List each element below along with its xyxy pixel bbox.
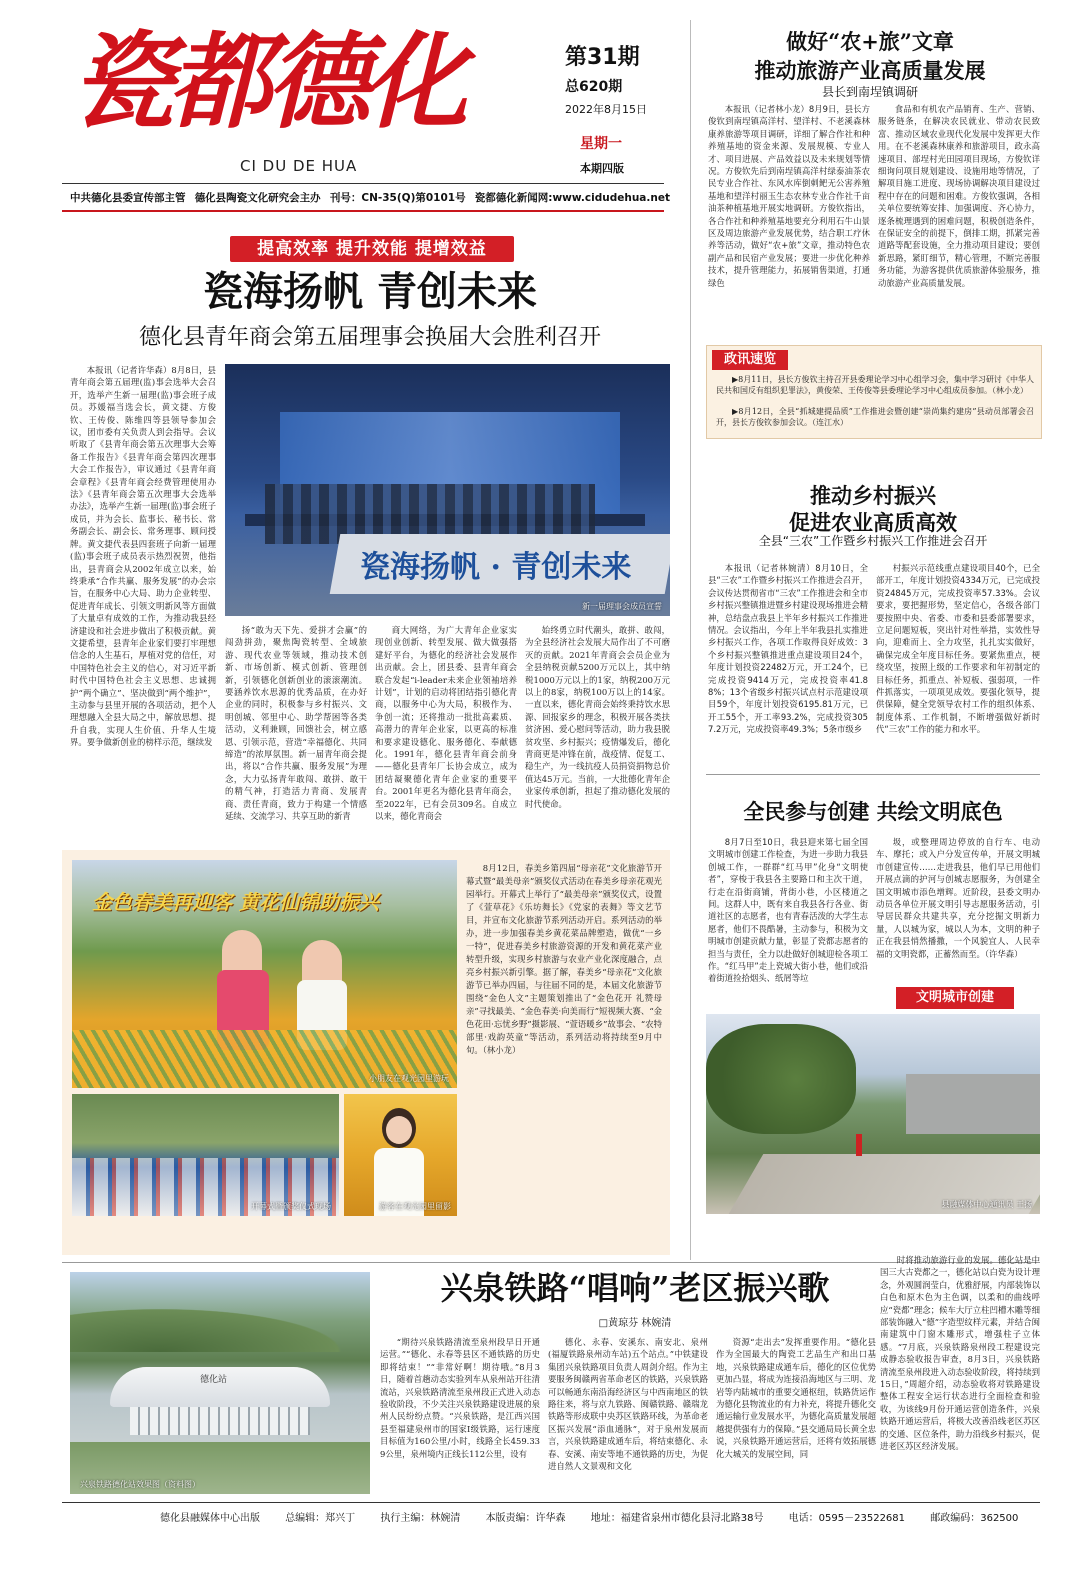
info-bar [70,190,670,205]
civic-photo [706,1014,1040,1214]
station-sign: 德化站 [200,1375,228,1385]
civic-column-2: 圾，或整理周边停放的自行车、电动车、摩托；或入户分发宣传单，开展文明城市创建宣传……走进我县，他们早已用他们开展点滴的护河与创城志愿服务，为创建全国文明城市添色增辉。近阶段，县委文明办动员各单位开展文明引导志愿服务活动，引导居民群众共建共享，充分挖掘文明新力量，人以城为家，城以人为本，文明的种子正在我县悄然播撒，一个风貌宜人、人民幸福的文明瓷都，正蓄然而至。（许华森） [876,837,1040,959]
footer [160,1509,1040,1524]
civic-photo-caption: 县融媒体中心通讯员 王扬 [941,1200,1032,1209]
tourism-title-2: 推动旅游产业高质量发展 [754,58,986,83]
rural-title-2: 促进农业高质高效 [789,510,957,535]
lead-column-1: 本报讯（记者许华森）8月8日，县青年商会第五届理(监)事会选举大会召开，选举产生新一届理(监)事会班子成员。苏媛福当选会长，黄文捷、方俊钦、王传俊、陈维四等县领导参加会议，团市委有关负责人到会指导。会议听取了《县青年商会第五次理事大会筹备工作报告》《县青年商会第四次理事大会工作报告》，审议通过《县青年商会章程》《县青年商会经费管理使用办法》《县青年商会第五次理事大会选举办法》，选举产生新一届理(监)事会班子成员，并为会长、监事长、秘书长、常务副会长、副会长、常务理事、顾问授牌。黄文捷代表县四套班子向新一届理(监)事会班子成员表示热烈祝贺，他指出，县青商会从2002年成立以来，始终秉承“合作共赢、服务发展”的办会宗旨，在服务中心大局、助力企业转型、促进青年成长、引领文明新风等方面做了大量卓有成效的工作，为推动我县经济建设和社会进步做出了积极贡献。黄文捷希望，县青年企业家们要打牢理想信念的人生基石，厚植对党的信任，对中国特色社会主义的信心，对习近平新时代中国特色社会主义思想、忠诚拥护“两个确立”、坚决做到“两个维护”，主动参与县里开展的各项活动，把个人理想融入全县大局之中，解放思想、提升自我，实现人生价值、升华人生境界。要争做新创业的榜样示范，继续发 [70,365,216,748]
railway-column-3: 资源“走出去”发挥重要作用。“德化县作为全国最大的陶瓷工艺品生产和出口基地，兴泉铁路建成通车后，德化的区位优势更加凸显，将成为连接沿海地区与三明、龙岩等内陆城市的重要交通枢纽，铁路货运作为德化县物流业的有力补充，将提升德化交通运输行业发展水平，为德化高质量发展超越提供强有力的保障。”县交通局局长黄全忠说，兴泉铁路开通运营后，还将有效拓展德化大城关的发展空间，同 [716,1337,876,1459]
tourism-title-1: 做好“农+旅”文章 [786,29,954,54]
railway-byline: □黄琼芬 林婉清 [598,1318,672,1329]
lily-event-caption: 开幕式暨颁奖仪式现场 [251,1202,331,1211]
rural-column-1: 本报讯（记者林婉清）8月10日，全县“三农”工作暨乡村振兴工作推进会召开，会议传达贯彻省市“三农”工作推进会和全市乡村振兴整镇推进暨乡村建设现场推进会精神，总结盘点我县上半年乡村振兴工作推进情况。会议指出，今年上半年我县扎实推进乡村振兴工作，各项工作取得良好成效：3个乡村振兴整镇推进重点建设项目24个，年度计划投资22482万元，开工24个，已完成投资9414万元，完成投资率41.88%；13个省级乡村振兴试点村示范建设项目59个，年度计划投资6195.81万元，已开工55个，开工率93.2%，完成投资3057.2万元，完成投资率49.3%；5条市级乡 [708,563,868,735]
lily-main-caption: 小朋友在观光园里游玩 [369,1074,449,1083]
lily-text: 8月12日，春美乡第四届“母亲花”文化旅游节开幕式暨“最美母亲”颁奖仪式活动在春美乡母亲花观光园举行。开幕式上举行了“最美母亲”颁奖仪式，设置了《萱草花》《乐坊舞长》《党家的表舞》等文艺节目，并宣布文化旅游节系列活动开启。系列活动的举办，进一步加强春美乡黄花菜品牌塑造，做优“一乡一特”，促进春美乡村旅游资源的开发和黄花菜产业转型升级，实现乡村旅游与农业产业化深度融合，点亮乡村振兴新引擎。据了解，春美乡“母亲花”文化旅游节已举办四届，与往届不同的是，本届文化旅游节围绕“金色人文”主题策划推出了“金色花开 礼赞母亲”寻找最美、“金色春美·向美而行”短视频大赛、“金色花田·忘忧乡野”摄影展、“萱语暖乡”故事会、“农特部里·戏韵英童”等活动，系列活动将持续至9月中旬。（林小龙） [466,863,662,1055]
rural-title-1: 推动乡村振兴 [810,483,936,508]
lily-event-photo [72,1094,339,1216]
footer-address: 地址：福建省泉州市德化县浔北路38号 [590,1513,764,1524]
footer-exec-editor: 执行主编：林婉清 [380,1513,461,1524]
footer-zip: 邮政编码：362500 [930,1513,1019,1524]
weekday: 星期一 [580,136,622,152]
footer-page-editor: 本版责编：许华森 [485,1513,566,1524]
lead-photo-caption: 新一届理事会成员宣誓 [582,602,662,611]
sponsor-2: 德化县陶瓷文化研究会主办 [194,192,321,204]
tourism-text-left: 本报讯（记者林小龙）8月9日，县长方俊钦到南埕镇高洋村、望洋村、不老溪森林康养旅游等项目调研，详细了解合作社和种养殖基地的资金来源、发展规模、专业人才、项目进展、产品效益以及未来规划等情况。方俊钦先后到南埕镇高洋村绿泰油茶农民专业合作社、东风水库倒刺鲃无公害养殖基地和望洋村丽玉生态农林专业合作社千亩油茶种植基地开展实地调研。方俊钦指出，各合作社和种养殖基地要充分利用石牛山景区及周边旅游产业发展优势，结合职工疗休养等活动，做好“农+旅”文章，推动特色农副产品和民宿产业发展；要进一步优化种养技术，提升管理能力，拓展销售渠道，打通绿色 [708,104,870,288]
lead-column-3: 商大网络，为广大青年企业家实现创业创新、转型发展、做大做强搭建好平台，为德化的经济社会发展作出贡献。会上，团县委、县青年商会联合发起“i-leader未来企业领袖培养计划”，计划的启动将团结指引德化青商，以服务中心为大局，积极作为、争创一流；还将推动一批批高素质、高潜力的青年企业家，以更高的标准和要求建设德化、服务德化、奉献德化。1991年，德化县青年商会前身——德化县青年厂长协会成立，成为团结凝聚德化青年企业家的重要平台。2001年更名为德化县青年商会，至2022年，已有会员309名。自成立以来，德化青商会 [375,625,517,822]
brief-item-1: ▶8月11日，县长方俊钦主持召开县委理论学习中心组学习会，集中学习研讨《中华人民共和国反有组织犯罪法》，黄俊荣、王传俊等县委理论学习中心组成员参加。（林小龙） [716,375,1034,395]
lead-column-2: 扬“敢为天下先、爱拼才会赢”的闯劲拼劲，聚焦陶瓷转型、全域旅游、现代农业等领域，推动技术创新、市场创新、模式创新、管理创新，引领德化创新创业的滚滚潮流。要涵养饮水思源的优秀品质，在办好企业的同时，积极参与乡村振兴、文明创城、邻里中心、助学帮困等各类活动，义利兼顾，回馈社会，树立感恩、引领示范，营造“幸福德化、共同缔造”的浓厚氛围。新一届青年商会提出，将以“合作共赢、服务发展”为理念，大力弘扬青年敢闯、敢拼、敢干的精气神，打造活力青商、发展青商、责任青商，致力于构建一个情感延续、交流学习、共享互助的新青 [225,625,367,822]
total-issue: 总620期 [565,79,623,95]
tourism-subtitle: 县长到南埕镇调研 [821,85,918,99]
brief-item-2: ▶8月12日，全县“抓城建提品质”工作推进会暨创建“崇尚集约建房”县动员部署会召开，县长方俊钦参加会议。（连江水） [716,407,1034,427]
issue-number: 第31期 [565,45,640,70]
lily-visitor-photo [344,1094,457,1216]
masthead-title: 瓷都德化 [70,20,463,143]
lily-main-photo [72,860,457,1088]
railway-column-2: 德化、永春、安溪东、南安北、泉州(福厦铁路泉州动车站)五个站点。”中铁建设集团兴泉铁路项目负责人周剑介绍。作为主要服务闽赣两省革命老区的铁路，兴泉铁路可以畅通东南沿海经济区与中西南地区的铁路往来，将与京九铁路、闽赣铁路、赣瑞龙铁路等形成联中央苏区铁路环线，为革命老区振兴发展“添血通脉”，对于泉州发展而言，兴泉铁路建成通车后，将结束德化、永春、安溪、南安等地不通铁路的历史，为促进自然人文景观和文化 [548,1337,708,1472]
rural-column-2: 村振兴示范线重点建设项目40个，已全部开工，年度计划投资4334万元，已完成投资24845万元，完成投资率57.33%。会议要求，要把握形势，坚定信心，各级各部门要按照中央、省委、市委和县委部署要求，立足问题短板，突出针对性举措，实效性导向，迎难而上、全力攻坚，扎扎实实做好，确保完成全年度目标任务。要紧焦重点，梗绕攻坚，按照上级的工作要求和年初制定的目标任务，抓重点、补短板、强弱项，一件件抓落实，一项项见成效。要强化领导，提供保障，健全党领导农村工作的组织体系、制度体系、工作机制，不断增强做好新时代“三农”工作的能力和水平。 [876,563,1040,735]
lead-photo-banner: 瓷海扬帆 · 青创未来 [360,550,632,585]
issue-date: 2022年8月15日 [565,103,647,116]
civic-column-1: 8月7日至10日，我县迎来第七届全国文明城市创建工作检查，为进一步助力我县创城工作，一群群“红马甲”化身“文明使者”，穿梭于我县各主要路口和主次干道，行走在沿街商铺，背街小巷，小区楼道之间。这群人中，既有来自我县各行各业、街道社区的志愿者，也有青春活泼的大学生志愿者，他们不畏酷暑，主动参与，积极为文明城市创建贡献力量，彰显了瓷都志愿者的担当与责任，全力以赴做好创城迎检各项工作。“红马甲”走上瓷城大街小巷，他们或沿着街道捡拾烟头、纸屑等垃 [708,837,868,984]
website-link[interactable]: 瓷都德化新闻网:www.cidudehua.net [474,192,670,204]
lead-kicker: 提高效率 提升效能 提增效益 [230,236,514,262]
briefs-label: 政讯速览 [712,350,788,370]
railway-photo-caption: 兴泉铁路德化站效果图（资料图） [80,1480,200,1489]
lily-banner: 金色春美再迎客 黄花仙锦助振兴 [92,890,379,914]
publication-code: 刊号：CN-35(Q)第0101号 [329,192,466,204]
lead-column-4: 始终勇立时代潮头，敢拼、敢闯，为全县经济社会发展大局作出了不可磨灭的贡献。2021年青商会会员企业为全县纳税贡献5200万元以上，其中纳税1000万元以上的1家，纳税200万元以上的8家，纳税100万以上的14家。一直以来，德化青商会始终秉持饮水思源、回报家乡的理念，积极开展各类扶贫济困、爱心慰问等活动，助力我县脱贫攻坚、乡村振兴；疫情爆发后，德化青商更是冲锋在前，战疫情、促复工、稳生产，为一线抗疫人员捐资捐物总价值达45万元。当前，一大批德化青年企业家传承创新，担起了推动德化发展的时代使命。 [525,625,670,809]
page-count: 本期四版 [580,162,624,175]
footer-chief-editor: 总编辑：郑兴丁 [285,1513,356,1524]
railway-column-4: 时将推动旅游行业的发展。德化站是中国三大古瓷都之一，德化站以白瓷为设计理念，外观圆润莹白，优雅舒展，内部装饰以白色和原木色为主色调，以柔和的曲线呼应“瓷都”理念；候车大厅立柱凹槽木雕等细部装饰融入“德”字造型纹样元素，并结合闽南建筑中门窗木雕形式，增强柱子立体感。“7月底，兴泉铁路泉州段工程建设完成静态验收报告审查，8月3日，兴泉铁路清流至泉州段进入动态验收阶段，将持续到15日，”周超介绍，动态验收将对铁路建设整体工程安全运行状态进行全面检查和验收，为该线9月份开通运营创造条件，兴泉铁路开通运营后，将极大改善沿线老区苏区的交通、区位条件，助力沿线乡村振兴，促进老区苏区经济发展。 [880,1255,1040,1452]
lead-subtitle: 德化县青年商会第五届理事会换届大会胜利召开 [138,325,601,350]
lead-photo [225,364,670,616]
lily-visitor-caption: 游客在观光园里留影 [379,1202,451,1211]
footer-publisher: 德化县融媒体中心出版 [160,1513,260,1524]
civic-label: 文明城市创建 [896,987,1014,1009]
footer-phone: 电话：0595－23522681 [788,1513,906,1524]
railway-photo [70,1272,370,1494]
civic-title: 全民参与创建 共绘文明底色 [743,799,1003,824]
railway-title: 兴泉铁路“唱响”老区振兴歌 [440,1269,830,1307]
lead-title: 瓷海扬帆 青创未来 [203,268,537,315]
railway-column-1: “期待兴泉铁路清流至泉州段早日开通运营。”“德化、永春等县区不通铁路的历史即将结束！”“非常好啊！期待哦。”8月3日，随着首趟动态实验列车从泉州站开往清流站，兴泉铁路清流至泉州段正式进入动态验收阶段，不少关注兴泉铁路建设进展的泉州人民纷纷点赞。“兴泉铁路，是江西兴国县至福建泉州市的国家Ⅰ级铁路，运行速度目标值为160公里/小时，线路全长459.339公里，泉州境内正线长112公里，设有 [380,1337,540,1459]
tourism-text-right: 食品和有机农产品销育、生产、营销、服务链条，在解决农民就业、带动农民致富、推动区域农业现代化发展中发挥更大作用。在不老溪森林康养和旅游项目，政永高速项目、部埕村光田园项目现场，方俊钦详细询问项目规划建设、设施用地等情况，了解项目施工进度、现场协调解决项目建设过程中存在的问题和困难。方俊钦强调，各相关单位要统筹安排、加强调度、齐心协力，逐条梳理遇到的困难问题，积极创造条件，在保证安全的前提下，倒排工期，抓紧完善道路等配套设施，全力推动项目建设；要创新思路，紧盯细节，精心管理，不断完善服务功能，为游客提供优质旅游体验服务，推动旅游产业高质量发展。 [878,104,1040,288]
rural-subtitle: 全县“三农”工作暨乡村振兴工作推进会召开 [758,534,988,548]
sponsor-1: 中共德化县委宣传部主管 [70,192,186,204]
masthead-pinyin: CI DU DE HUA [240,157,358,175]
